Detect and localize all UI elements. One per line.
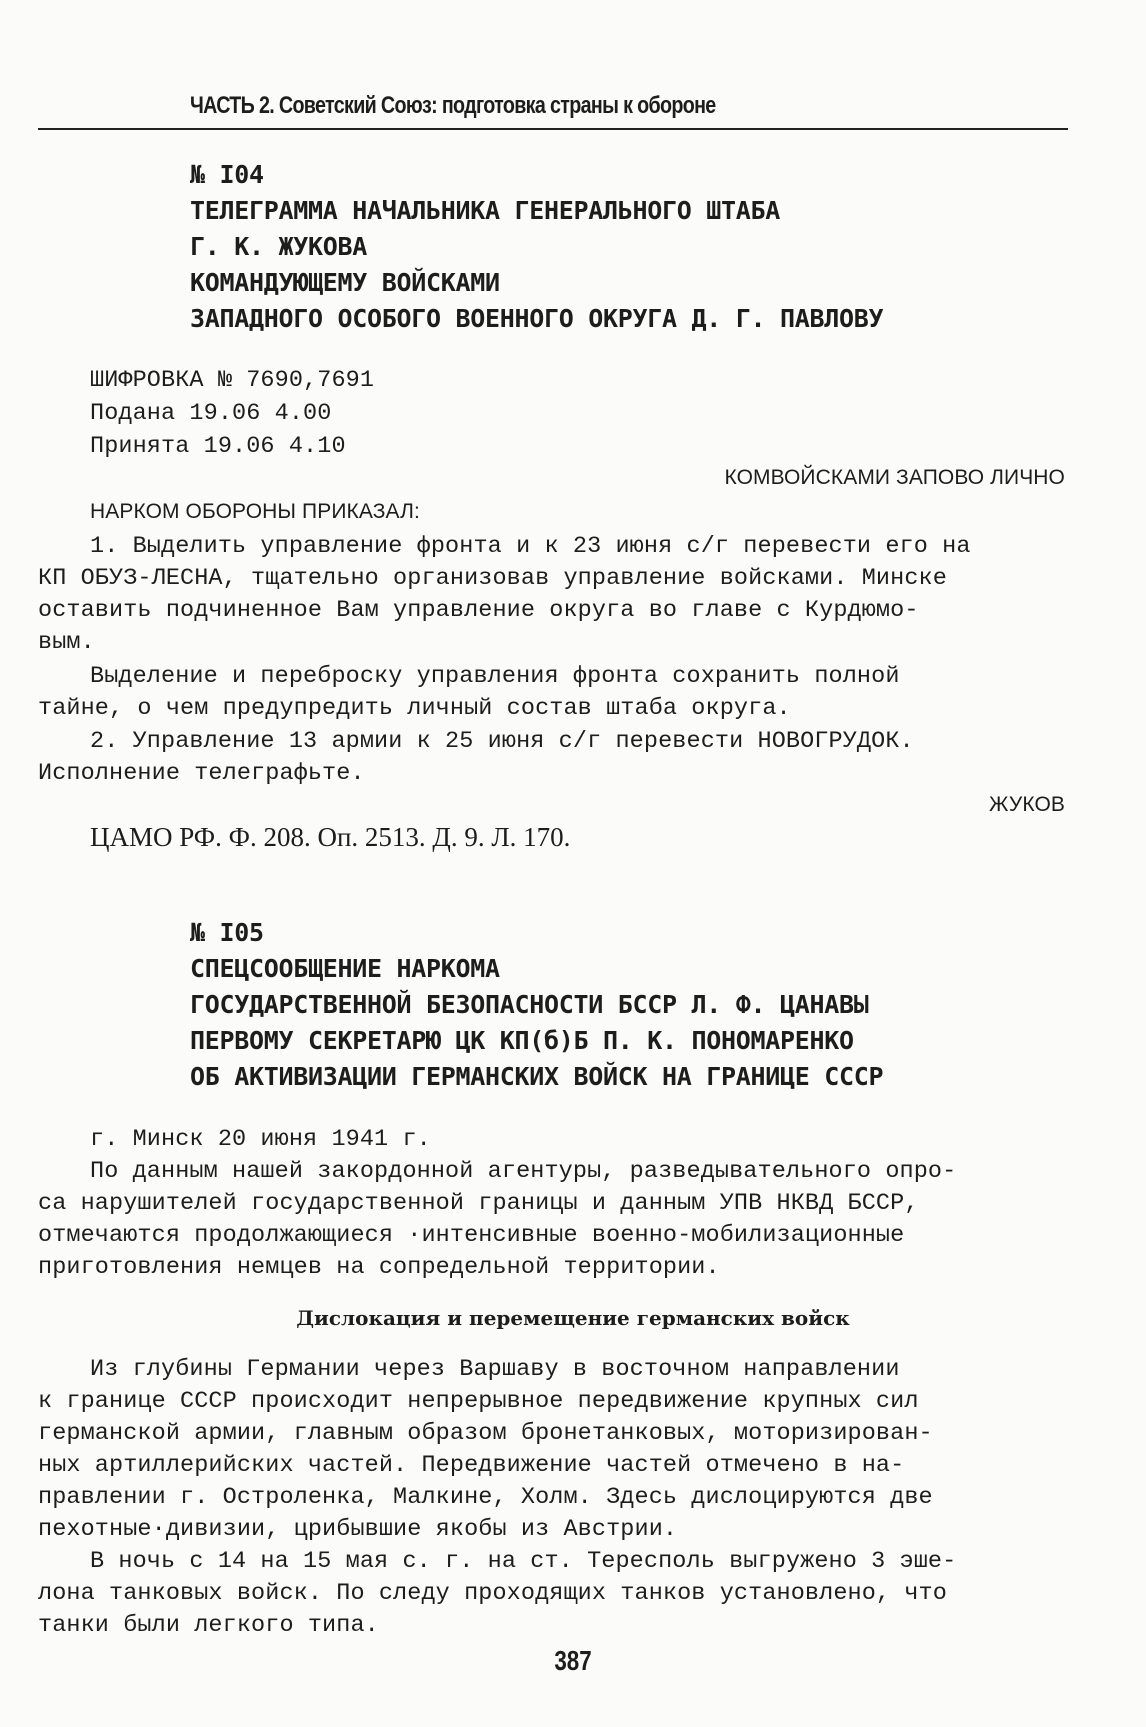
doc104-title-line: ЗАПАДНОГО ОСОБОГО ВОЕННОГО ОКРУГА Д. Г. ПАВЛОВУ	[190, 304, 884, 333]
doc104-archive-ref: ЦАМО РФ. Ф. 208. Оп. 2513. Д. 9. Л. 170.	[90, 822, 571, 852]
doc104-received: Принята 19.06 4.10	[90, 433, 346, 460]
doc104-title-line: Г. К. ЖУКОВА	[190, 232, 368, 261]
doc104-body-line: КП ОБУЗ-ЛЕСНА, тщательно организовав управление войсками. Минске	[38, 565, 947, 592]
doc105-section-line: В ночь с 14 на 15 мая с. г. на ст. Тересполь выгружено 3 эше-	[90, 1548, 957, 1575]
doc105-section-line: танки были легкого типа.	[38, 1612, 379, 1639]
doc105-title-line: СПЕЦСООБЩЕНИЕ НАРКОМА	[190, 954, 500, 983]
doc104-number: № I04	[190, 160, 264, 189]
doc105-section-line: лона танковых войск. По следу проходящих танков установлено, что	[38, 1580, 947, 1607]
doc104-body-line: 2. Управление 13 армии к 25 июня с/г перевести НОВОГРУДОК.	[90, 728, 914, 755]
doc105-intro-line: отмечаются продолжающиеся ·интенсивные военно-мобилизационные	[38, 1222, 905, 1249]
doc105-intro-line: приготовления немцев на сопредельной территории.	[38, 1254, 720, 1281]
doc104-body-line: Исполнение телеграфьте.	[38, 760, 365, 787]
doc104-signature: ЖУКОВ	[988, 793, 1065, 816]
doc104-title-line: КОМАНДУЮЩЕМУ ВОЙСКАМИ	[190, 268, 500, 297]
doc105-place-date: г. Минск 20 июня 1941 г.	[90, 1126, 431, 1153]
doc105-section-line: германской армии, главным образом бронетанковых, моторизирован-	[38, 1420, 933, 1447]
header-rule	[38, 128, 1068, 130]
doc104-body-line: вым.	[38, 629, 95, 656]
doc105-intro-line: По данным нашей закордонной агентуры, разведывательного опро-	[90, 1158, 957, 1185]
doc105-section-line: Из глубины Германии через Варшаву в восточном направлении	[90, 1356, 900, 1383]
doc105-title-line: ГОСУДАРСТВЕННОЙ БЕЗОПАСНОСТИ БССР Л. Ф. ЦАНАВЫ	[190, 990, 869, 1019]
doc104-title-line: ТЕЛЕГРАММА НАЧАЛЬНИКА ГЕНЕРАЛЬНОГО ШТАБА	[190, 196, 781, 225]
page-number: 387	[554, 1645, 592, 1676]
doc105-section-line: к границе СССР происходит непрерывное передвижение крупных сил	[38, 1388, 919, 1415]
doc104-body-line: Выделение и переброску управления фронта сохранить полной	[90, 663, 900, 690]
doc104-body-line: оставить подчиненное Вам управление округа во главе с Курдюмо-	[38, 597, 919, 624]
running-head: ЧАСТЬ 2. Советский Союз: подготовка страны к обороне	[190, 92, 716, 119]
doc104-body-line: тайне, о чем предупредить личный состав штаба округа.	[38, 695, 791, 722]
doc105-section-line: ных артиллерийских частей. Передвижение частей отмечено в на-	[38, 1452, 905, 1479]
doc104-addressee: КОМВОЙСКАМИ ЗАПОВО ЛИЧНО	[724, 466, 1065, 489]
doc105-number: № I05	[190, 918, 264, 947]
doc105-title-line: ПЕРВОМУ СЕКРЕТАРЮ ЦК КП(б)Б П. К. ПОНОМАРЕНКО	[190, 1026, 854, 1055]
doc104-cipher: ШИФРОВКА № 7690,7691	[90, 367, 375, 394]
doc105-title-line: ОБ АКТИВИЗАЦИИ ГЕРМАНСКИХ ВОЙСК НА ГРАНИЦЕ СССР	[190, 1062, 884, 1091]
doc105-subheading: Дислокация и перемещение германских войск	[296, 1306, 850, 1330]
doc104-order-intro: НАРКОМ ОБОРОНЫ ПРИКАЗАЛ:	[90, 500, 420, 523]
doc104-body-line: 1. Выделить управление фронта и к 23 июня с/г перевести его на	[90, 533, 971, 560]
doc105-section-line: правлении г. Остроленка, Малкине, Холм. Здесь дислоцируются две	[38, 1484, 933, 1511]
doc105-section-line: пехотные·дивизии, црибывшие якобы из Австрии.	[38, 1516, 678, 1543]
doc105-intro-line: са нарушителей государственной границы и данным УПВ НКВД БССР,	[38, 1190, 919, 1217]
doc104-submitted: Подана 19.06 4.00	[90, 400, 332, 427]
